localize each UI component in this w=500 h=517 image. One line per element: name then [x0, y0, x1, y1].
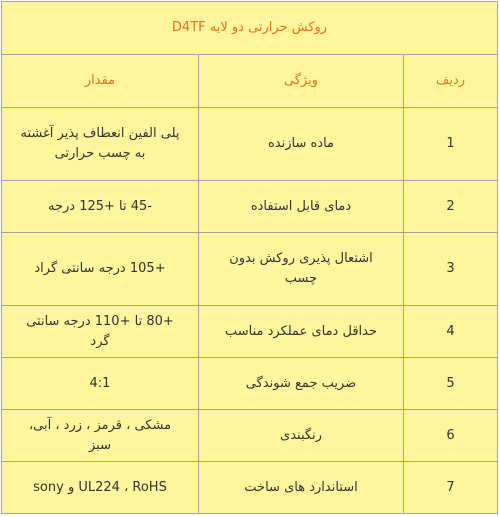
table-row	[2, 108, 498, 181]
row-number: 5	[404, 358, 498, 410]
row-value: -45 تا +125 درجه	[2, 181, 199, 233]
row-value: مشکی ، قرمز ، زرد ، آبی، سبز	[2, 410, 199, 462]
header-row-number: ردیف	[404, 55, 498, 108]
header-feature: ویژگی	[199, 55, 404, 108]
table-row	[2, 181, 498, 233]
row-feature: اشتعال پذیری روکش بدون چسب	[199, 233, 404, 306]
header-value: مقدار	[2, 55, 199, 108]
row-feature: استاندارد های ساخت	[199, 462, 404, 514]
table-row	[2, 410, 498, 462]
row-feature: ماده سازنده	[199, 108, 404, 181]
title-row	[2, 2, 498, 55]
header-row	[2, 55, 498, 108]
row-number: 6	[404, 410, 498, 462]
row-feature: دمای قابل استفاده	[199, 181, 404, 233]
row-number: 2	[404, 181, 498, 233]
row-feature: رنگبندی	[199, 410, 404, 462]
table-row	[2, 306, 498, 358]
row-value: +105 درجه سانتی گراد	[2, 233, 199, 306]
row-value: 4:1	[2, 358, 199, 410]
row-value: UL224 ، RoHS و sony	[2, 462, 199, 514]
row-value: +80 تا +110 درجه سانتی گرد	[2, 306, 199, 358]
row-number: 4	[404, 306, 498, 358]
row-feature: ضریب جمع شوندگی	[199, 358, 404, 410]
table-row	[2, 233, 498, 306]
table-row	[2, 358, 498, 410]
row-value: پلی الفین انعطاف پذیر آغشته به چسب حرارتی	[2, 108, 199, 181]
table-title: روکش حرارتی دو لایه D4TF	[2, 2, 498, 55]
row-number: 3	[404, 233, 498, 306]
row-number: 1	[404, 108, 498, 181]
row-feature: حداقل دمای عملکرد مناسب	[199, 306, 404, 358]
row-number: 7	[404, 462, 498, 514]
table-row	[2, 462, 498, 514]
spec-table	[1, 1, 498, 514]
